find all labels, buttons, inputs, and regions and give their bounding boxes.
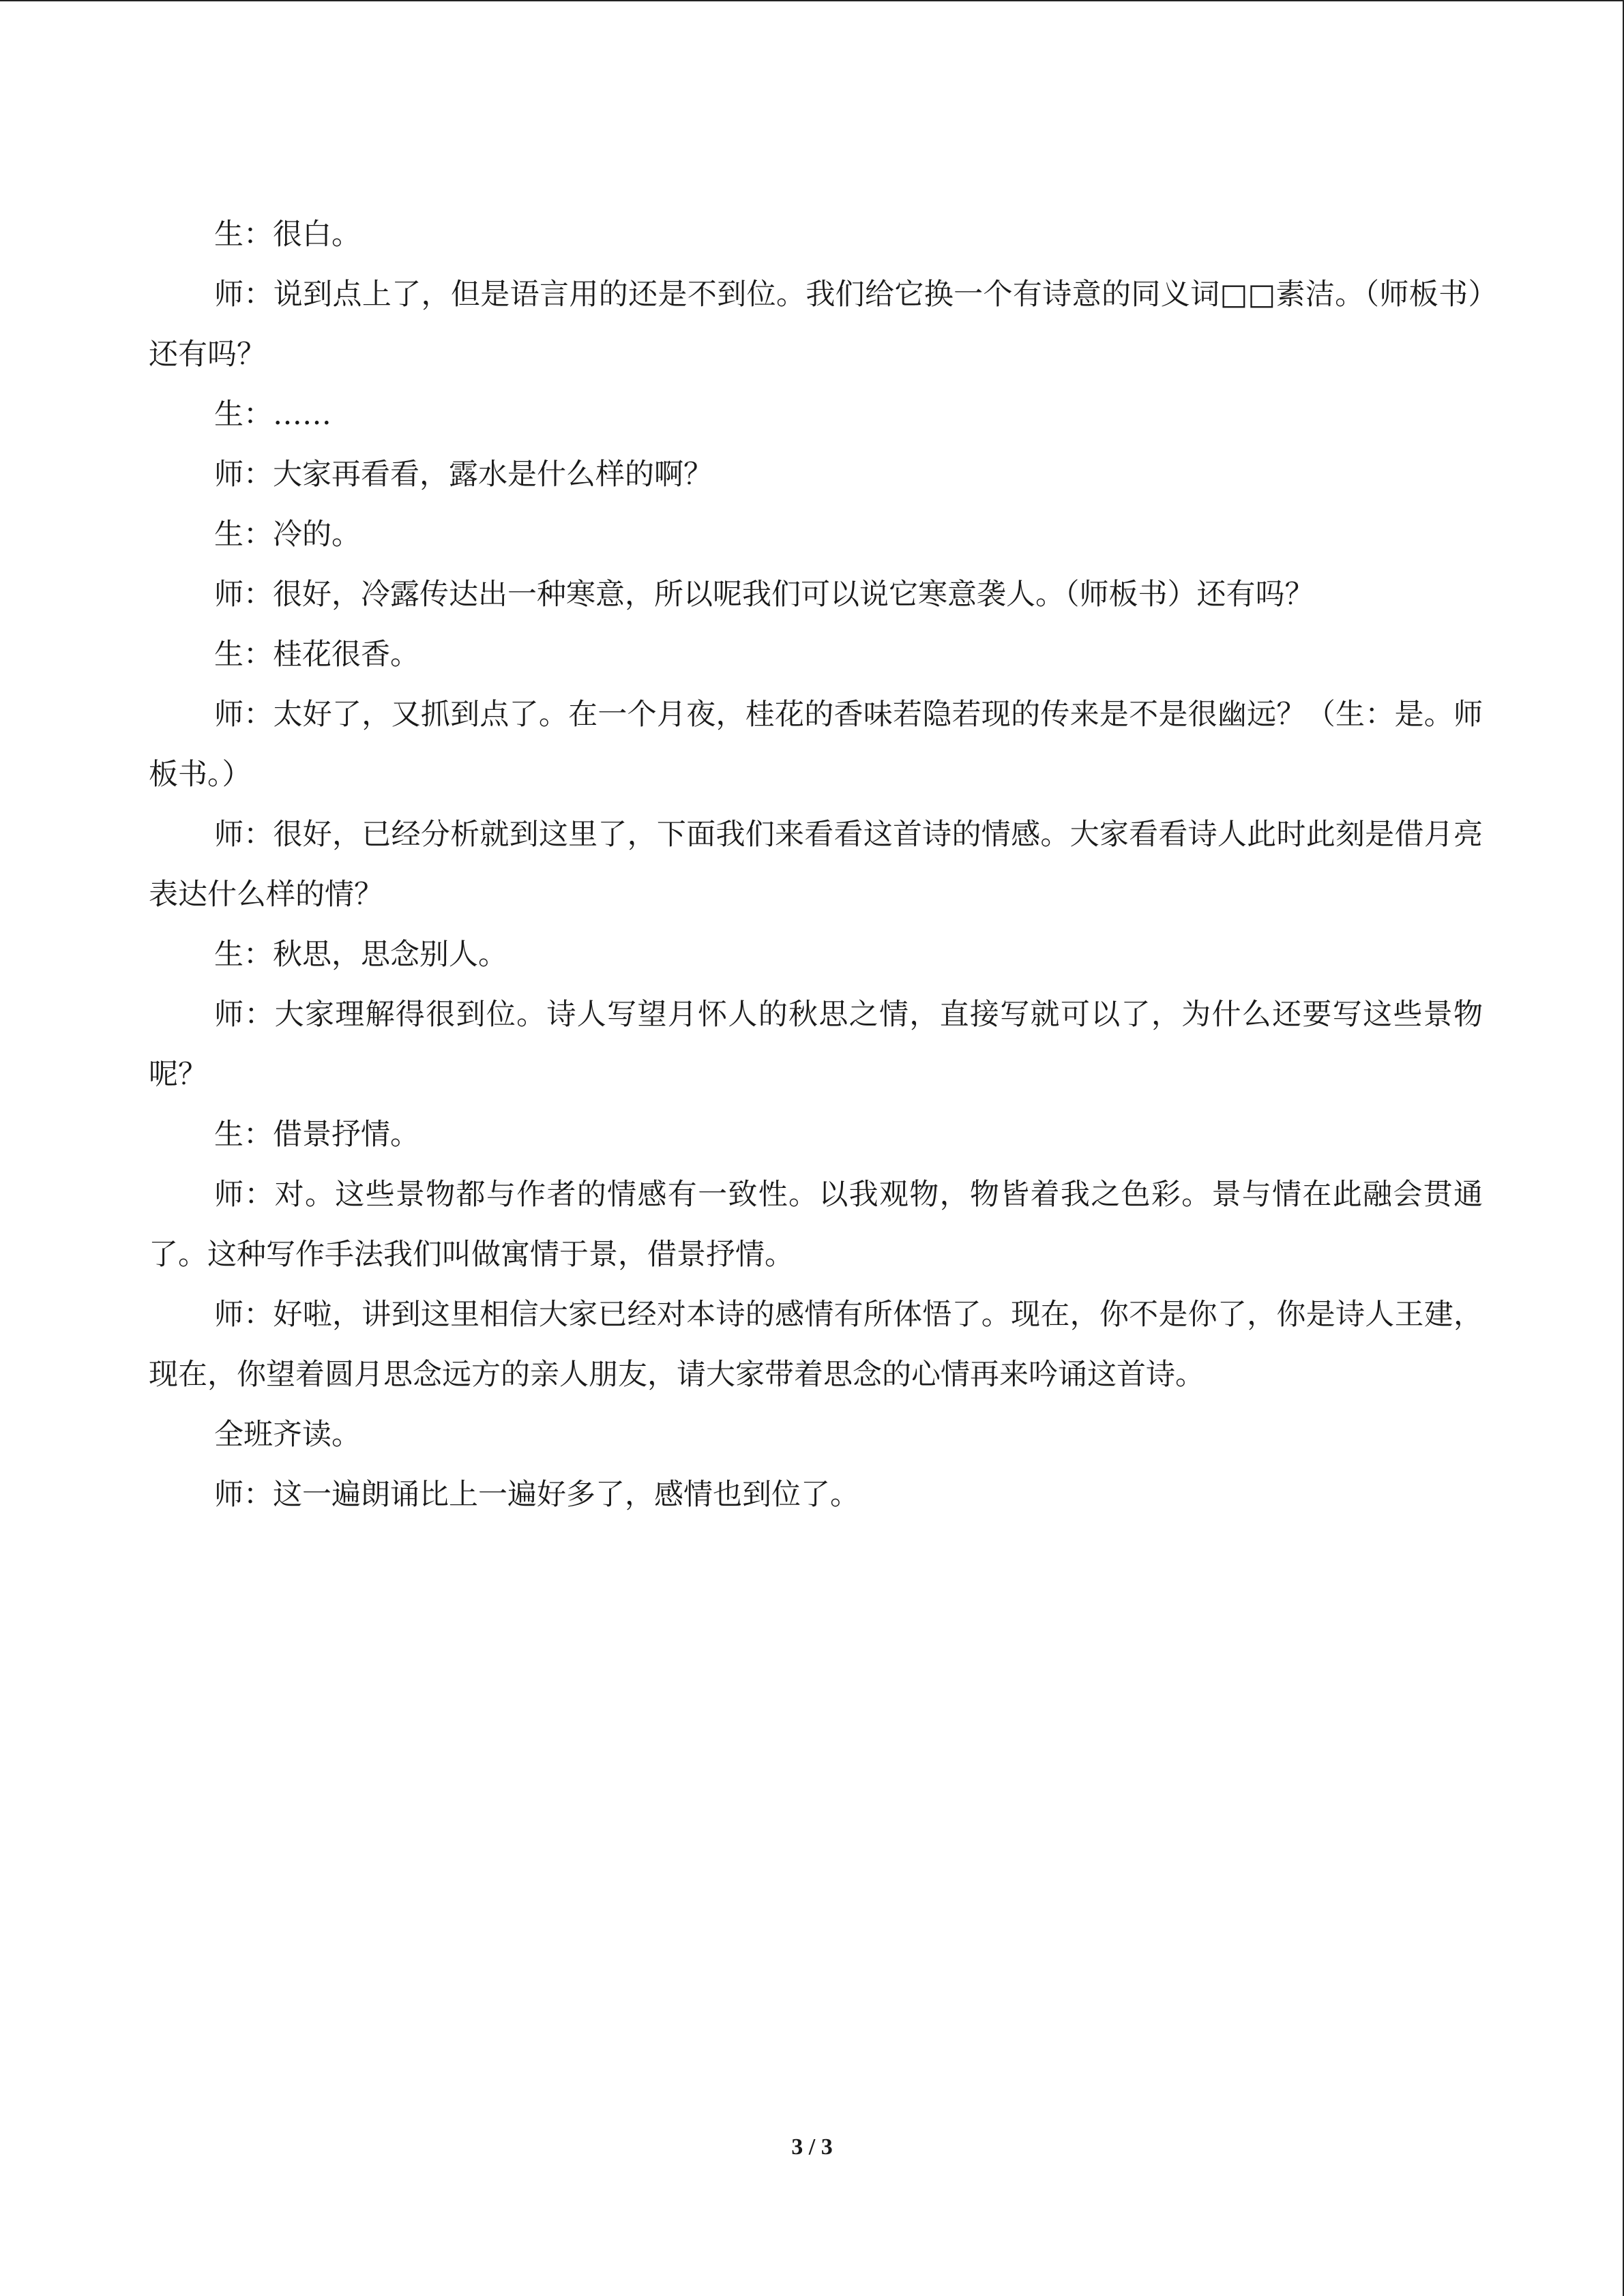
paragraph: 生：借景抒情。: [214, 1118, 419, 1152]
paragraph: 师：对。这些景物都与作者的情感有一致性。以我观物，物皆着我之色彩。景与情在此融会贯通了。这种写作手法我们叫做寓情于景，借景抒情。: [149, 1178, 1483, 1272]
paragraph: 师：说到点上了，但是语言用的还是不到位。我们给它换一个有诗意的同义词□□素洁。（师板书）还有吗？: [149, 278, 1483, 372]
page-number: 3 / 3: [791, 2134, 833, 2160]
paragraph: 生：桂花很香。: [214, 638, 419, 672]
paragraph: 生：很白。: [214, 218, 361, 252]
paragraph: 师：这一遍朗诵比上一遍好多了，感情也到位了。: [214, 1478, 859, 1512]
paragraph: 师：大家再看看，露水是什么样的啊？: [214, 458, 713, 492]
paragraph: 全班齐读。: [214, 1418, 361, 1452]
top-border: [0, 0, 1624, 1]
paragraph: 师：太好了，又抓到点了。在一个月夜，桂花的香味若隐若现的传来是不是很幽远？（生：是。师板书。）: [149, 698, 1483, 792]
paragraph: 生：冷的。: [214, 518, 361, 552]
paragraph: 师：很好，冷露传达出一种寒意，所以呢我们可以说它寒意袭人。（师板书）还有吗？: [214, 578, 1314, 612]
paragraph: 师：很好，已经分析就到这里了，下面我们来看看这首诗的情感。大家看看诗人此时此刻是借月亮表达什么样的情？: [149, 818, 1483, 912]
document-body: [149, 205, 1483, 1525]
paragraph: 师：大家理解得很到位。诗人写望月怀人的秋思之情，直接写就可以了，为什么还要写这些景物呢？: [149, 998, 1483, 1092]
paragraph: 生：……: [214, 398, 331, 432]
paragraph: 生：秋思，思念别人。: [214, 938, 507, 972]
paragraph: 师：好啦，讲到这里相信大家已经对本诗的感情有所体悟了。现在，你不是你了，你是诗人王建，现在，你望着圆月思念远方的亲人朋友，请大家带着思念的心情再来吟诵这首诗。: [149, 1298, 1483, 1392]
